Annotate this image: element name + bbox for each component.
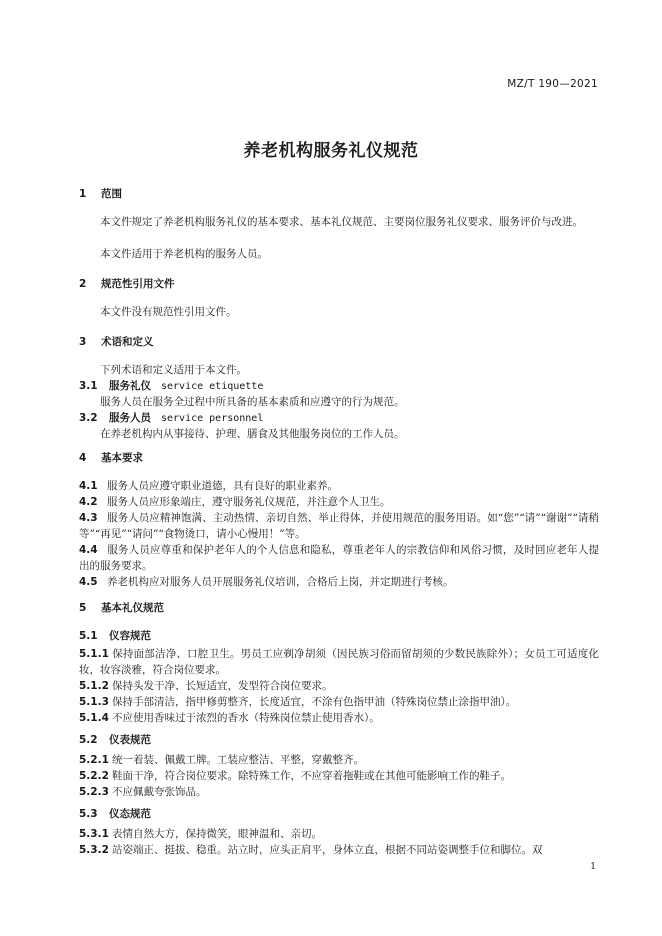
item-number: 5.3.1: [79, 828, 109, 840]
subsection-title: 仪表规范: [109, 734, 151, 746]
subsection-number: 5.2: [79, 734, 98, 746]
subsection-title: 仪态规范: [109, 808, 151, 820]
paragraph: 下列术语和定义适用于本文件。: [100, 364, 247, 376]
subsection-heading: [79, 732, 599, 748]
list-item: [79, 768, 599, 784]
term-en: service personnel: [161, 413, 264, 424]
subsection-title: 仪容规范: [109, 630, 151, 642]
section-number: 5: [79, 602, 87, 614]
item-text: 不应佩戴夸张饰品。: [112, 786, 207, 798]
item-number: 5.1.3: [79, 696, 109, 708]
subsection-number: 5.3: [79, 808, 98, 820]
item-number: 5.1.4: [79, 712, 109, 724]
item-number: 5.3.2: [79, 844, 109, 856]
term-number: 3.2: [79, 412, 98, 424]
item-number: 5.1.1: [79, 648, 109, 660]
list-item: [79, 678, 599, 694]
subsection-heading: [79, 806, 599, 822]
section-4-heading: [79, 450, 599, 466]
item-text: 保持面部洁净、口腔卫生。男员工应剃净胡须（因民族习俗而留胡须的少数民族除外）；女员工可适度化妆，妆容淡雅，符合岗位要求。: [79, 648, 599, 676]
item-text: 统一着装、佩戴工牌。工装应整洁、平整，穿戴整齐。: [112, 754, 364, 766]
section-title: 术语和定义: [101, 336, 154, 348]
list-item: [79, 646, 599, 678]
paragraph: 本文件适用于养老机构的服务人员。: [100, 248, 268, 260]
section-title: 基本礼仪规范: [101, 602, 164, 614]
item-number: 5.2.1: [79, 754, 109, 766]
item-text: 服务人员应尊重和保护老年人的个人信息和隐私，尊重老年人的宗教信仰和风俗习惯，及时回应老年人提出的服务要求。: [79, 544, 599, 572]
section-number: 2: [79, 278, 87, 290]
item-number: 4.5: [79, 576, 98, 588]
section-number: 3: [79, 336, 87, 348]
item-number: 5.2.2: [79, 770, 109, 782]
term-definition: 服务人员在服务全过程中所具备的基本素质和应遵守的行为规范。: [100, 396, 405, 408]
list-item: [79, 478, 599, 494]
list-item: [79, 842, 599, 858]
term-heading: [79, 378, 599, 395]
term-zh: 服务人员: [109, 412, 151, 424]
section-number: 4: [79, 452, 87, 464]
list-item: [79, 784, 599, 800]
term-zh: 服务礼仪: [109, 380, 151, 392]
item-text: 站姿端正、挺拔、稳重。站立时，应头正肩平，身体立直，根据不同站姿调整手位和脚位。双: [112, 844, 543, 856]
section-2-heading: [79, 276, 599, 292]
item-text: 养老机构应对服务人员开展服务礼仪培训，合格后上岗，并定期进行考核。: [107, 576, 454, 588]
item-text: 服务人员应遵守职业道德，具有良好的职业素养。: [107, 480, 338, 492]
page-number: 1: [590, 862, 596, 872]
section-5-heading: [79, 600, 599, 616]
term-number: 3.1: [79, 380, 98, 392]
section-1-heading: [79, 186, 599, 202]
standard-code: MZ/T 190—2021: [507, 78, 598, 90]
list-item: [79, 752, 599, 768]
list-item: [79, 510, 599, 542]
item-number: 4.3: [79, 512, 98, 524]
term-en: service etiquette: [161, 381, 264, 392]
list-item: [79, 574, 599, 590]
section-3-heading: [79, 334, 599, 350]
document-title: 养老机构服务礼仪规范: [243, 141, 419, 161]
item-number: 4.1: [79, 480, 98, 492]
item-text: 表情自然大方，保持微笑，眼神温和、亲切。: [112, 828, 322, 840]
subsection-number: 5.1: [79, 630, 98, 642]
item-text: 不应使用香味过于浓烈的香水（特殊岗位禁止使用香水）。: [112, 712, 380, 724]
section-title: 规范性引用文件: [101, 278, 175, 290]
item-text: 保持手部清洁，指甲修剪整齐，长度适宜，不涂有色指甲油（特殊岗位禁止涂指甲油）。: [112, 696, 517, 708]
paragraph: 本文件没有规范性引用文件。: [100, 306, 237, 318]
list-item: [79, 494, 599, 510]
list-item: [79, 826, 599, 842]
list-item: [79, 694, 599, 710]
subsection-heading: [79, 628, 599, 644]
item-number: 5.1.2: [79, 680, 109, 692]
paragraph: 本文件规定了养老机构服务礼仪的基本要求、基本礼仪规范、主要岗位服务礼仪要求、服务评价与改进。: [100, 216, 583, 228]
section-title: 范围: [101, 188, 122, 200]
term-definition: 在养老机构内从事接待、护理、膳食及其他服务岗位的工作人员。: [100, 428, 405, 440]
item-text: 鞋面干净，符合岗位要求。除特殊工作，不应穿着拖鞋或在其他可能影响工作的鞋子。: [112, 770, 511, 782]
section-number: 1: [79, 188, 87, 200]
item-text: 服务人员应形象端庄，遵守服务礼仪规范，并注意个人卫生。: [107, 496, 391, 508]
item-text: 保持头发干净、长短适宜，发型符合岗位要求。: [112, 680, 333, 692]
term-heading: [79, 410, 599, 427]
item-number: 4.4: [79, 544, 98, 556]
list-item: [79, 710, 599, 726]
item-number: 4.2: [79, 496, 98, 508]
section-title: 基本要求: [101, 452, 143, 464]
item-number: 5.2.3: [79, 786, 109, 798]
list-item: [79, 542, 599, 574]
item-text: 服务人员应精神饱满、主动热情、亲切自然、举止得体，并使用规范的服务用语。如“您”“请”“谢谢”“请稍等”“再见”“请问”“食物烫口，请小心慢用！”等。: [79, 512, 599, 540]
